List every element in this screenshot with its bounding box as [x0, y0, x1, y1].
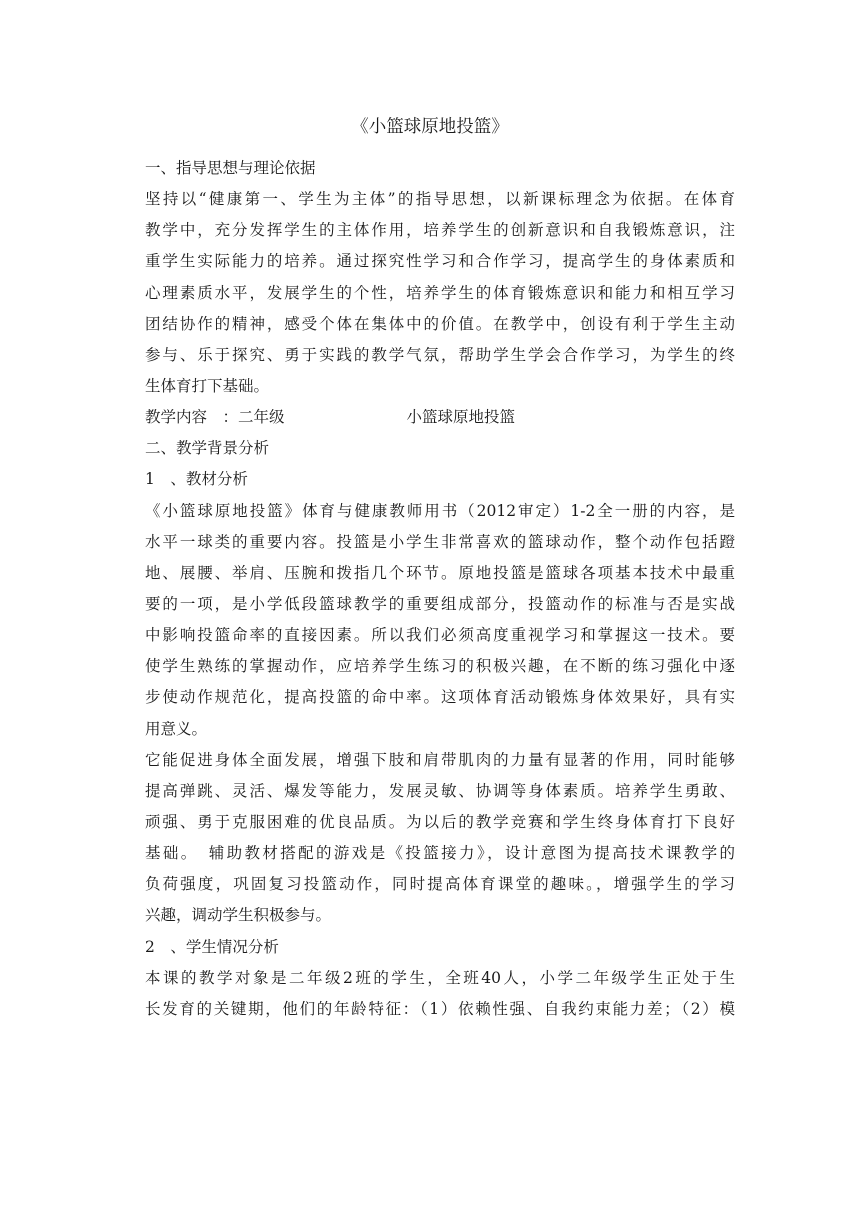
subheading-material-analysis: 1 、教材分析 [145, 470, 248, 489]
document-body [145, 153, 735, 1025]
paragraph-line: 用意义。 [145, 719, 208, 738]
paragraph-line: 《小篮球原地投篮》体育与健康教师用书（2012审定）1-2全一册的内容，是 [145, 501, 735, 520]
paragraph-line: 长发育的关键期，他们的年龄特征：（1）依赖性强、自我约束能力差；（2）模 [145, 999, 735, 1018]
paragraph-line: 重学生实际能力的培养。通过探究性学习和合作学习，提高学生的身体素质和 [145, 252, 735, 271]
paragraph-line: 心理素质水平，发展学生的个性，培养学生的体育锻炼意识和能力和相互学习 [145, 283, 735, 302]
paragraph-line: 本课的教学对象是二年级2班的学生，全班40人，小学二年级学生正处于生 [145, 968, 735, 987]
teaching-content-label: 教学内容 ：二年级 [145, 408, 285, 427]
subheading-student-analysis: 2 、学生情况分析 [145, 937, 279, 956]
heading-guiding-ideology: 一、指导思想与理论依据 [145, 159, 316, 177]
paragraph-line: 使学生熟练的掌握动作，应培养学生练习的积极兴趣，在不断的练习强化中逐 [145, 657, 735, 676]
teaching-content-row [145, 402, 735, 433]
paragraph-line: 生体育打下基础。 [145, 376, 270, 395]
teaching-content-value: 小篮球原地投篮 [406, 408, 516, 427]
paragraph-line: 教学中，充分发挥学生的主体作用，培养学生的创新意识和自我锻炼意识，注 [145, 221, 735, 240]
heading-background-analysis: 二、教学背景分析 [145, 439, 270, 458]
paragraph-line: 负荷强度，巩固复习投篮动作，同时提高体育课堂的趣味。，增强学生的学习 [145, 875, 735, 894]
paragraph-line: 基础。 辅助教材搭配的游戏是《投篮接力》，设计意图为提高技术课教学的 [145, 844, 735, 863]
paragraph-line: 要的一项，是小学低段篮球教学的重要组成部分，投篮动作的标准与否是实战 [145, 594, 735, 613]
paragraph-line: 团结协作的精神，感受个体在集体中的价值。在教学中，创设有利于学生主动 [145, 314, 735, 333]
paragraph-line: 提高弹跳、灵活、爆发等能力，发展灵敏、协调等身体素质。培养学生勇敢、 [145, 781, 735, 800]
paragraph-line: 顽强、勇于克服困难的优良品质。为以后的教学竞赛和学生终身体育打下良好 [145, 812, 735, 831]
paragraph-line: 兴趣，调动学生积极参与。 [145, 906, 332, 925]
paragraph-line: 参与、乐于探究、勇于实践的教学气氛，帮助学生学会合作学习，为学生的终 [145, 345, 735, 364]
paragraph-line: 步使动作规范化，提高投篮的命中率。这项体育活动锻炼身体效果好，具有实 [145, 688, 735, 707]
paragraph-line: 坚持以“健康第一、学生为主体”的指导思想，以新课标理念为依据。在体育 [145, 190, 735, 209]
paragraph-line: 水平一球类的重要内容。投篮是小学生非常喜欢的篮球动作，整个动作包括蹬 [145, 532, 735, 551]
paragraph-line: 它能促进身体全面发展，增强下肢和肩带肌肉的力量有显著的作用，同时能够 [145, 750, 735, 769]
paragraph-line: 地、展腰、举肩、压腕和拨指几个环节。原地投篮是篮球各项基本技术中最重 [145, 563, 735, 582]
paragraph-line: 中影响投篮命率的直接因素。所以我们必须高度重视学习和掌握这一技术。要 [145, 626, 735, 645]
document-title: 《小篮球原地投篮》 [351, 117, 509, 137]
